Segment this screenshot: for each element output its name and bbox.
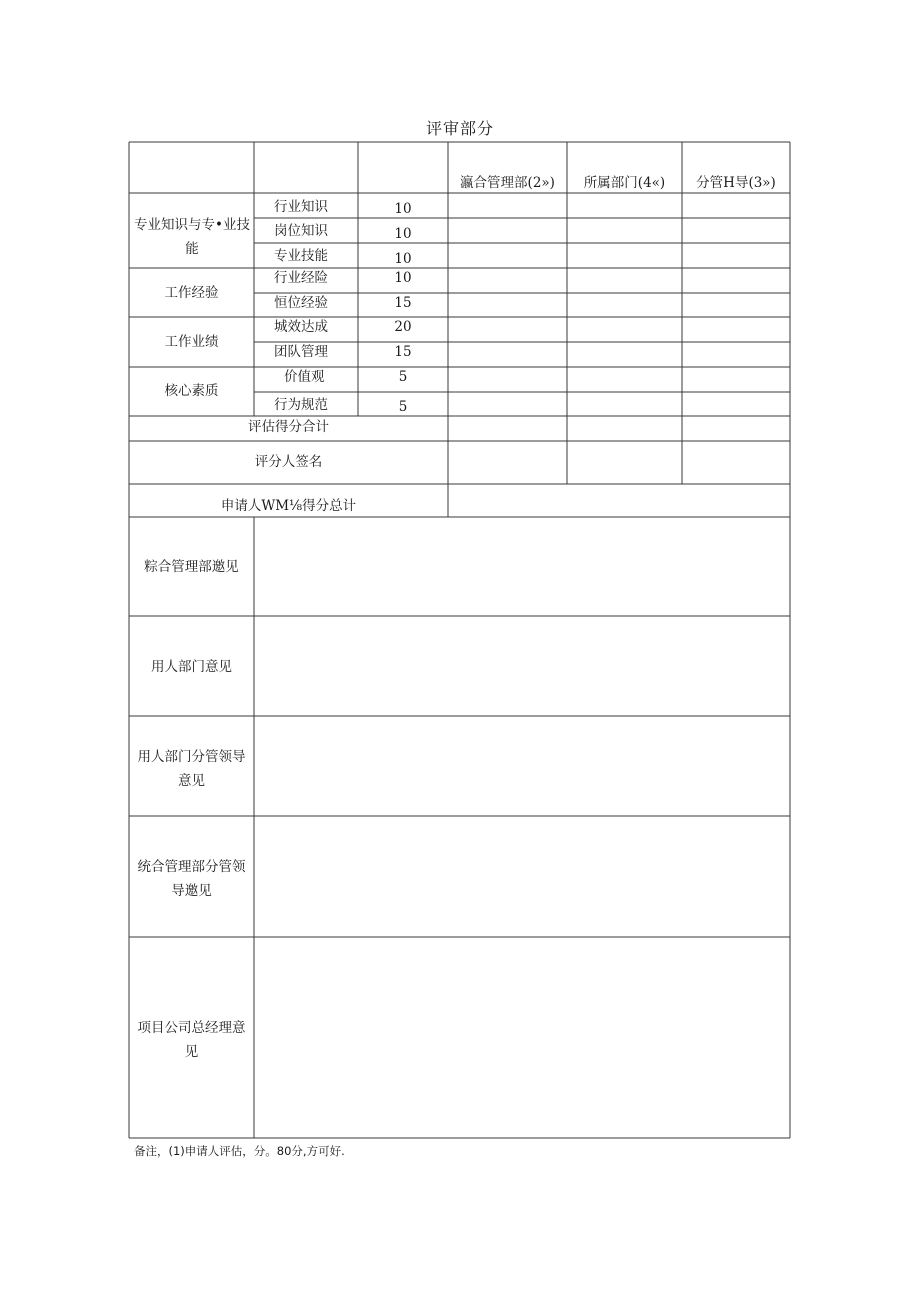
item-score: 10 — [394, 251, 412, 267]
item-score: 10 — [394, 226, 412, 242]
header-col-leader: 分管H导(3») — [696, 175, 776, 191]
item-name: 恒位经验 — [274, 295, 328, 311]
item-name: 价值观 — [284, 369, 325, 385]
item-name: 行业知识 — [274, 199, 328, 215]
item-name: 岗位知识 — [274, 223, 328, 239]
item-score: 5 — [398, 369, 408, 385]
group-label-experience: 工作经验 — [164, 285, 219, 301]
group-label-core-quality: 核心素质 — [164, 383, 219, 399]
opinion-admin: 粽合管理部邀见 — [144, 559, 239, 575]
eval-total-label: 评估得分合计 — [248, 419, 329, 435]
item-name: 专业技能 — [274, 248, 328, 264]
footnote: 备注，(1)申请人评估，分。80分,方可好. — [134, 1144, 345, 1158]
item-score: 10 — [394, 201, 412, 217]
applicant-total-label: 申请人WM⅛得分总计 — [220, 498, 357, 514]
opinion-gm: 项目公司总经理意见 — [137, 1020, 246, 1060]
item-name: 行为规范 — [274, 397, 328, 413]
group-label-performance: 工作业绩 — [164, 334, 219, 350]
opinion-dept-leader: 用人部门分管领导意见 — [137, 749, 246, 789]
item-name: 团队管理 — [274, 344, 328, 360]
item-score: 15 — [394, 295, 412, 311]
opinion-admin-leader: 统合管理部分管领导邀见 — [137, 859, 246, 899]
header-col-dept: 所属部门(4«) — [583, 175, 666, 191]
item-name: 行业经险 — [274, 270, 328, 286]
item-name: 城效达成 — [274, 319, 328, 335]
item-score: 20 — [394, 319, 412, 335]
page-title: 评审部分 — [425, 119, 494, 138]
item-score: 15 — [394, 344, 412, 360]
header-col-admin: 瀛合管理部(2») — [460, 175, 555, 191]
item-score: 5 — [398, 399, 408, 415]
reviewer-sign-label: 评分人签名 — [254, 454, 323, 470]
opinion-dept: 用人部门意见 — [151, 659, 232, 675]
group-label-knowledge: 专业知识与专•业技能 — [134, 217, 250, 257]
item-score: 10 — [394, 270, 412, 286]
